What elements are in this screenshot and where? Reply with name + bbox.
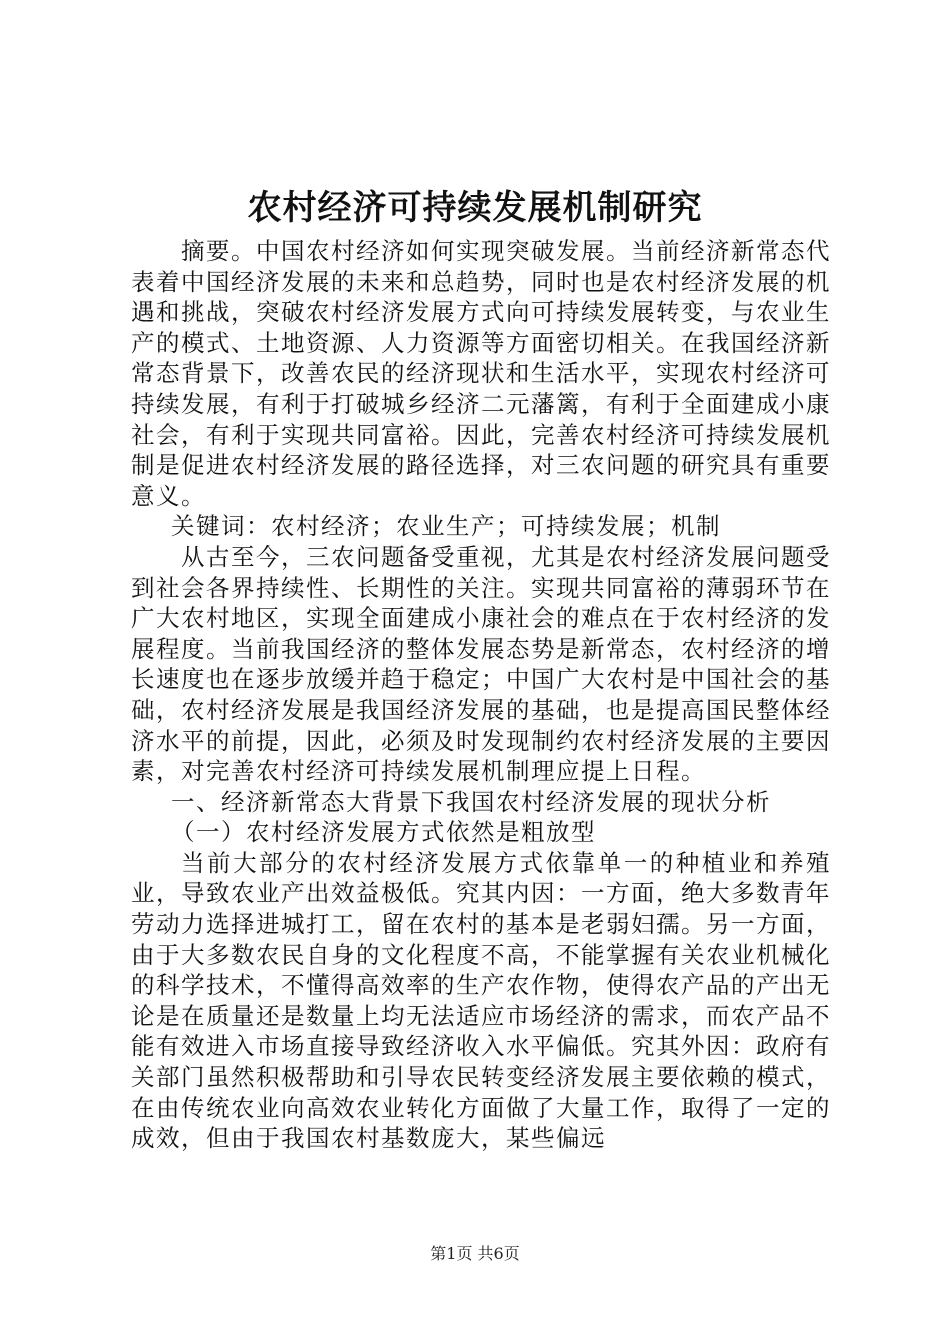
keywords-paragraph: 关键词：农村经济；农业生产；可持续发展；机制 [171, 512, 721, 541]
subsection-heading: （一）农村经济发展方式依然是粗放型 [171, 818, 596, 847]
section-heading: 一、经济新常态大背景下我国农村经济发展的现状分析 [171, 787, 771, 816]
document-body [131, 236, 831, 1154]
abstract-paragraph: 摘要。中国农村经济如何实现突破发展。当前经济新常态代表着中国经济发展的未来和总趋势，同时也是农村经济发展的机遇和挑战，突破农村经济发展方式向可持续发展转变，与农业生产的模式、土地资源、人力资源等方面密切相关。在我国经济新常态背景下，改善农民的经济现状和生活水平，实现农村经济可持续发展，有利于打破城乡经济二元藩篱，有利于全面建成小康社会，有利于实现共同富裕。因此，完善农村经济可持续发展机制是促进农村经济发展的路径选择，对三农问题的研究具有重要意义。 [131, 237, 831, 510]
intro-paragraph: 从古至今，三农问题备受重视，尤其是农村经济发展问题受到社会各界持续性、长期性的关注。实现共同富裕的薄弱环节在广大农村地区，实现全面建成小康社会的难点在于农村经济的发展程度。当前我国经济的整体发展态势是新常态，农村经济的增长速度也在逐步放缓并趋于稳定；中国广大农村是中国社会的基础，农村经济发展是我国经济发展的基础，也是提高国民整体经济水平的前提，因此，必须及时发现制约农村经济发展的主要因素，对完善农村经济可持续发展机制理应提上日程。 [131, 542, 831, 786]
document-title: 农村经济可持续发展机制研究 [247, 188, 703, 228]
page-number-footer: 第1页 共6页 [430, 1244, 520, 1263]
body-paragraph: 当前大部分的农村经济发展方式依靠单一的种植业和养殖业，导致农业产出效益极低。究其内因：一方面，绝大多数青年劳动力选择进城打工，留在农村的基本是老弱妇孺。另一方面，由于大多数农民自身的文化程度不高，不能掌握有关农业机械化的科学技术，不懂得高效率的生产农作物，使得农产品的产出无论是在质量还是数量上均无法适应市场经济的需求，而农产品不能有效进入市场直接导致经济收入水平偏低。究其外因：政府有关部门虽然积极帮助和引导农民转变经济发展主要依赖的模式，在由传统农业向高效农业转化方面做了大量工作，取得了一定的成效，但由于我国农村基数庞大，某些偏远 [131, 848, 831, 1153]
